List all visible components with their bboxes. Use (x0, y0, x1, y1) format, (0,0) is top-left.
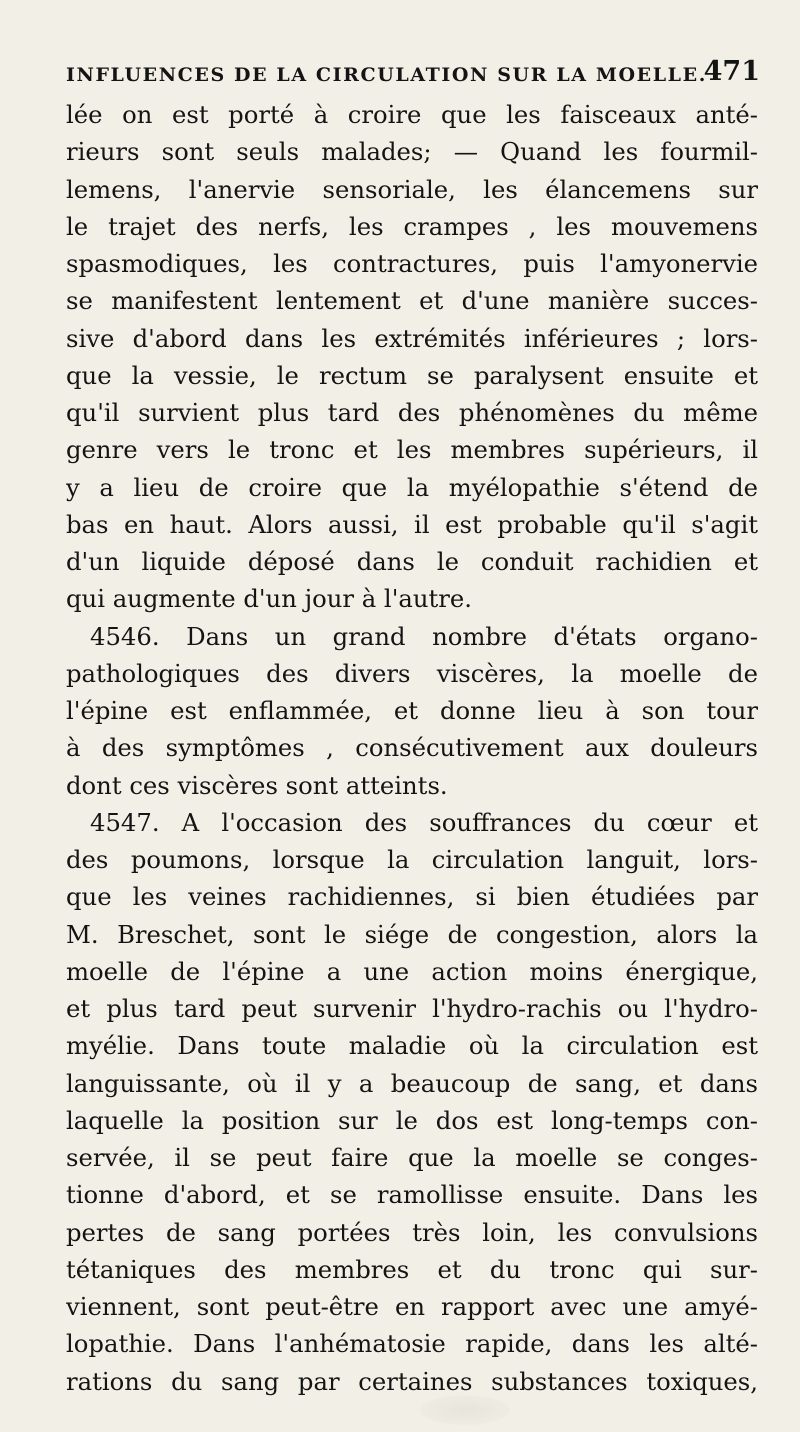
text-line: dont ces viscères sont atteints. (66, 770, 448, 800)
text-line: que la vessie, le rectum se paralysent ensuite et (66, 360, 758, 390)
text-line: pathologiques des divers viscères, la moelle de (66, 658, 758, 688)
text-line: le trajet des nerfs, les crampes , les mouvemens (66, 211, 758, 241)
text-line: à des symptômes , consécutivement aux douleurs (66, 733, 758, 763)
text-line: lopathie. Dans l'anhématosie rapide, dans les alté- (66, 1329, 758, 1359)
text-line: servée, il se peut faire que la moelle se conges- (66, 1143, 758, 1172)
text-line: des poumons, lorsque la circulation languit, lors- (66, 845, 758, 874)
text-line: viennent, sont peut-être en rapport avec une amyé- (66, 1292, 758, 1321)
text-line: d'un liquide déposé dans le conduit rachidien et (66, 547, 758, 576)
text-line: qui augmente d'un jour à l'autre. (66, 584, 472, 614)
paragraph-start-4547: 4547. A l'occasion des souffrances du cœur et (90, 807, 758, 837)
page-number: 471 (703, 56, 760, 87)
text-line: moelle de l'épine a une action moins énergique, (66, 956, 758, 986)
text-line: tétaniques des membres et du tronc qui sur- (66, 1254, 758, 1284)
text-line: y a lieu de croire que la myélopathie s'étend de (66, 472, 758, 502)
text-line: et plus tard peut survenir l'hydro-rachis ou l'hydro- (66, 994, 758, 1023)
paragraph-start-4546: 4546. Dans un grand nombre d'états organo- (90, 621, 758, 651)
text-line: rations du sang par certaines substances toxiques, (66, 1366, 758, 1396)
text-line: laquelle la position sur le dos est long-temps con- (66, 1105, 758, 1135)
text-line: spasmodiques, les contractures, puis l'amyonervie (66, 249, 758, 278)
body-text (66, 96, 758, 1400)
text-line: pertes de sang portées très loin, les convulsions (66, 1217, 758, 1247)
text-line: tionne d'abord, et se ramollisse ensuite. Dans les (66, 1180, 758, 1210)
text-line: que les veines rachidiennes, si bien étudiées par (66, 882, 758, 912)
text-line: languissante, où il y a beaucoup de sang, et dans (66, 1068, 758, 1098)
text-line: qu'il survient plus tard des phénomènes du même (66, 398, 758, 427)
text-line: l'épine est enflammée, et donne lieu à son tour (66, 696, 758, 725)
text-line: se manifestent lentement et d'une manière succes- (66, 286, 758, 316)
text-line: lée on est porté à croire que les faisceaux anté- (66, 100, 758, 129)
text-line: genre vers le tronc et les membres supérieurs, il (66, 435, 758, 465)
text-line: sive d'abord dans les extrémités inférieures ; lors- (66, 323, 758, 353)
text-line: lemens, l'anervie sensoriale, les élancemens sur (66, 174, 758, 204)
running-title: INFLUENCES DE LA CIRCULATION SUR LA MOELLE. (66, 64, 707, 86)
text-line: rieurs sont seuls malades; — Quand les fourmil- (66, 137, 758, 167)
paper-stain (420, 1395, 510, 1425)
running-head (66, 56, 760, 96)
text-line: M. Breschet, sont le siége de congestion, alors la (66, 919, 758, 949)
text-line: bas en haut. Alors aussi, il est probable qu'il s'agit (66, 509, 758, 539)
text-line: myélie. Dans toute maladie où la circulation est (66, 1031, 758, 1061)
